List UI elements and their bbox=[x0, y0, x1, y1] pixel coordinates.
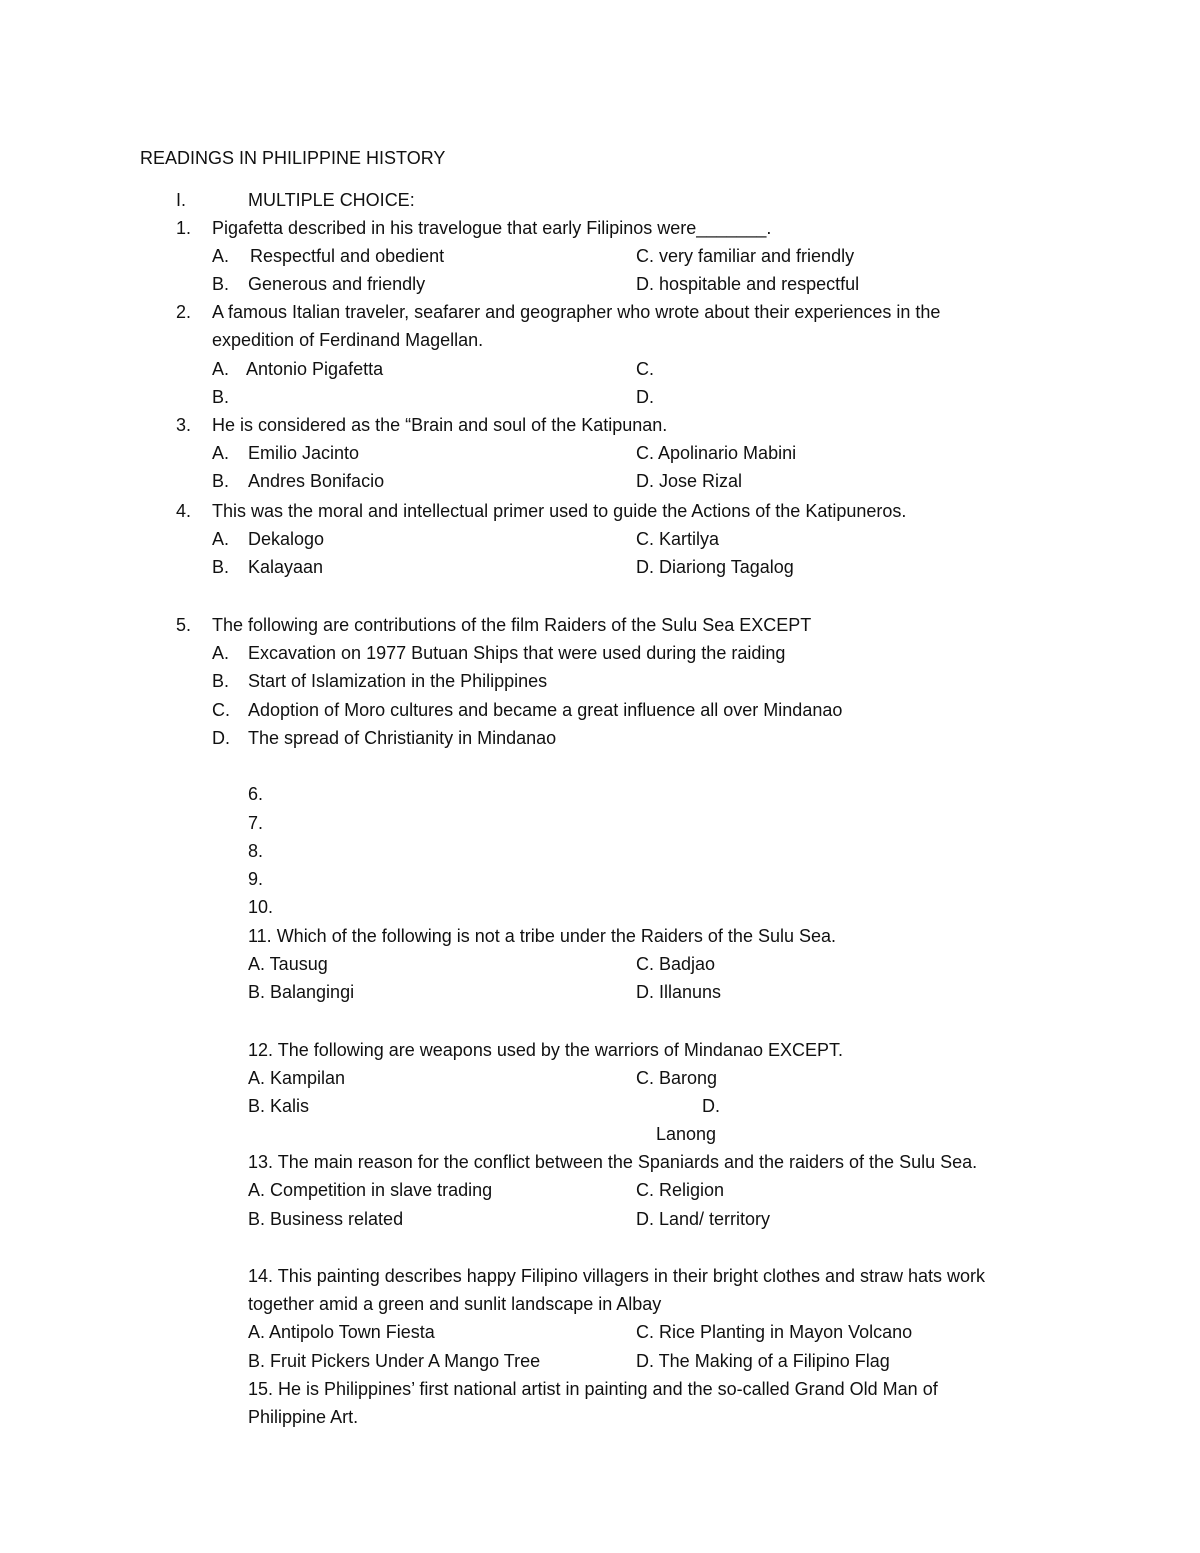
blank-item-number: 10. bbox=[248, 897, 274, 917]
option-d: D. Diariong Tagalog bbox=[636, 557, 794, 577]
question-text-continued: together amid a green and sunlit landscape in Albay bbox=[248, 1294, 662, 1314]
option-c: C. bbox=[636, 359, 654, 379]
option-b: B. Fruit Pickers Under A Mango Tree bbox=[248, 1351, 541, 1371]
option-letter: B. bbox=[212, 557, 230, 577]
option-letter: A. bbox=[212, 246, 230, 266]
option-d: The spread of Christianity in Mindanao bbox=[248, 728, 557, 748]
question-text: 11. Which of the following is not a tribe under the Raiders of the Sulu Sea. bbox=[248, 926, 837, 946]
option-d: D. bbox=[702, 1096, 720, 1116]
section-heading: MULTIPLE CHOICE: bbox=[248, 190, 415, 210]
option-c: C. Religion bbox=[636, 1180, 725, 1200]
option-b: B. Balangingi bbox=[248, 982, 355, 1002]
option-a: Excavation on 1977 Butuan Ships that were used during the raiding bbox=[248, 643, 786, 663]
option-a: Respectful and obedient bbox=[250, 246, 445, 266]
option-c: C. Barong bbox=[636, 1068, 718, 1088]
option-letter: A. bbox=[212, 643, 230, 663]
option-b: B. bbox=[212, 387, 230, 407]
question-text: This was the moral and intellectual primer used to guide the Actions of the Katipuneros. bbox=[212, 501, 907, 521]
option-d: D. Illanuns bbox=[636, 982, 722, 1002]
option-a: A. Tausug bbox=[248, 954, 328, 974]
option-d: D. Land/ territory bbox=[636, 1209, 771, 1229]
option-d: D. bbox=[636, 387, 654, 407]
option-b: Generous and friendly bbox=[248, 274, 426, 294]
question-text-continued: Philippine Art. bbox=[248, 1407, 359, 1427]
option-b: B. Business related bbox=[248, 1209, 404, 1229]
option-a: Dekalogo bbox=[248, 529, 325, 549]
option-b: Andres Bonifacio bbox=[248, 471, 385, 491]
blank-item-number: 6. bbox=[248, 784, 264, 804]
option-b: Kalayaan bbox=[248, 557, 324, 577]
option-letter: D. bbox=[212, 728, 230, 748]
section-numeral: I. bbox=[176, 190, 187, 210]
option-letter: A. bbox=[212, 443, 230, 463]
question-number: 4. bbox=[176, 501, 192, 521]
option-d: D. The Making of a Filipino Flag bbox=[636, 1351, 890, 1371]
question-text: A famous Italian traveler, seafarer and geographer who wrote about their experiences in the bbox=[212, 302, 941, 322]
question-number: 3. bbox=[176, 415, 192, 435]
question-text: The following are contributions of the film Raiders of the Sulu Sea EXCEPT bbox=[212, 615, 812, 635]
question-text: 14. This painting describes happy Filipino villagers in their bright clothes and straw hats work bbox=[248, 1266, 986, 1286]
blank-item-number: 8. bbox=[248, 841, 264, 861]
option-c: C. very familiar and friendly bbox=[636, 246, 855, 266]
question-number: 5. bbox=[176, 615, 192, 635]
question-text: 13. The main reason for the conflict between the Spaniards and the raiders of the Sulu Sea. bbox=[248, 1152, 978, 1172]
question-text: He is considered as the “Brain and soul of the Katipunan. bbox=[212, 415, 668, 435]
question-text: 15. He is Philippines’ first national artist in painting and the so-called Grand Old Man of bbox=[248, 1379, 938, 1399]
option-letter: A. bbox=[212, 529, 230, 549]
option-a: Emilio Jacinto bbox=[248, 443, 360, 463]
option-c: C. Kartilya bbox=[636, 529, 720, 549]
option-letter: B. bbox=[212, 274, 230, 294]
blank-item-number: 7. bbox=[248, 813, 264, 833]
option-d-text: Lanong bbox=[656, 1124, 717, 1144]
option-letter: B. bbox=[212, 671, 230, 691]
option-c: C. Rice Planting in Mayon Volcano bbox=[636, 1322, 913, 1342]
option-c: C. Apolinario Mabini bbox=[636, 443, 797, 463]
option-b: B. Kalis bbox=[248, 1096, 310, 1116]
option-letter: A. bbox=[212, 359, 230, 379]
blank-item-number: 9. bbox=[248, 869, 264, 889]
question-number: 1. bbox=[176, 218, 192, 238]
document-title: READINGS IN PHILIPPINE HISTORY bbox=[140, 148, 446, 168]
option-a: A. Kampilan bbox=[248, 1068, 346, 1088]
option-a: Antonio Pigafetta bbox=[246, 359, 384, 379]
option-d: D. Jose Rizal bbox=[636, 471, 743, 491]
question-text: 12. The following are weapons used by the warriors of Mindanao EXCEPT. bbox=[248, 1040, 843, 1060]
option-letter: B. bbox=[212, 471, 230, 491]
question-text: Pigafetta described in his travelogue that early Filipinos were_______. bbox=[212, 218, 772, 238]
option-d: D. hospitable and respectful bbox=[636, 274, 860, 294]
question-text-continued: expedition of Ferdinand Magellan. bbox=[212, 330, 484, 350]
option-letter: C. bbox=[212, 700, 230, 720]
question-number: 2. bbox=[176, 302, 192, 322]
option-c: C. Badjao bbox=[636, 954, 716, 974]
option-a: A. Antipolo Town Fiesta bbox=[248, 1322, 435, 1342]
option-c: Adoption of Moro cultures and became a great influence all over Mindanao bbox=[248, 700, 843, 720]
option-b: Start of Islamization in the Philippines bbox=[248, 671, 548, 691]
option-a: A. Competition in slave trading bbox=[248, 1180, 493, 1200]
